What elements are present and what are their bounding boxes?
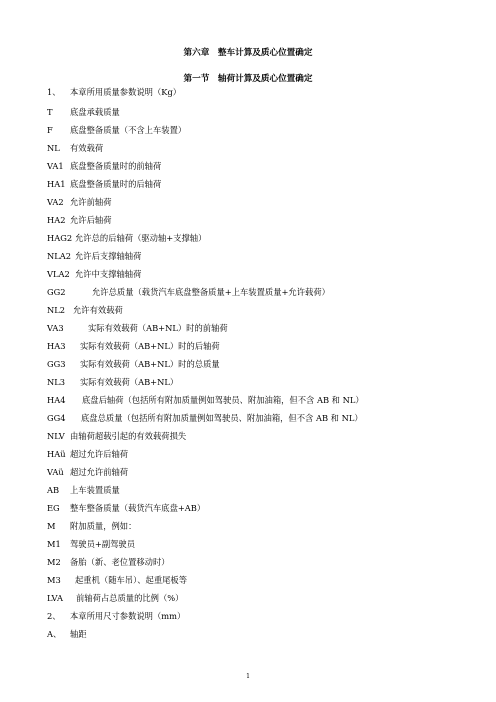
parameter-symbol: A、 <box>47 629 62 639</box>
parameter-symbol: LVA <box>47 593 63 603</box>
parameter-symbol: 1、 <box>47 87 61 97</box>
parameter-description: 起重机（随车吊）、起重尾板等 <box>75 575 188 585</box>
parameter-symbol: NL2 <box>47 305 66 315</box>
parameter-description: 附加质量，例如： <box>70 521 137 531</box>
parameter-description: 前轴荷占总质量的比例（%） <box>76 593 184 603</box>
parameter-description: 允许总质量（载货汽车底盘整备质量+上车装置质量+允许载荷） <box>92 287 330 297</box>
parameter-symbol: NLA2 <box>47 251 72 261</box>
parameter-symbol: HA3 <box>47 341 66 351</box>
parameter-symbol: VA1 <box>47 161 64 171</box>
parameter-symbol: HAG2 <box>47 233 73 243</box>
parameter-symbol: F <box>47 125 53 135</box>
chapter-title: 第六章 整车计算及质心位置确定 <box>183 48 313 58</box>
parameter-description: 驾驶员+副驾驶员 <box>70 539 136 549</box>
parameter-symbol: AB <box>47 485 60 495</box>
parameter-description: 允许总的后轴荷（驱动轴+支撑轴） <box>75 233 207 243</box>
parameter-description: 允许后支撑轴轴荷 <box>75 251 142 261</box>
parameter-description: 由轴荷超载引起的有效载荷损失 <box>70 431 187 441</box>
parameter-description: 轴距 <box>70 629 87 639</box>
parameter-description: 超过允许后轴荷 <box>70 449 129 459</box>
parameter-description: 底盘整备质量（不含上车装置） <box>70 125 187 135</box>
parameter-symbol: HA4 <box>47 395 66 405</box>
parameter-description: 本章所用尺寸参数说明（mm） <box>70 611 186 621</box>
parameter-description: 允许中支撑轴轴荷 <box>75 269 142 279</box>
parameter-symbol: VLA2 <box>47 269 70 279</box>
parameter-description: 底盘整备质量时的前轴荷 <box>70 161 162 171</box>
parameter-description: 备胎（新、老位置移动时） <box>70 557 170 567</box>
parameter-description: 有效载荷 <box>70 143 104 153</box>
parameter-description: 超过允许前轴荷 <box>70 467 129 477</box>
parameter-symbol: M2 <box>47 557 61 567</box>
parameter-symbol: VA3 <box>47 323 64 333</box>
parameter-symbol: HA2 <box>47 215 66 225</box>
parameter-symbol: GG3 <box>47 359 66 369</box>
section-title: 第一节 轴荷计算及质心位置确定 <box>183 74 313 84</box>
parameter-symbol: 2、 <box>47 611 61 621</box>
parameter-description: 实际有效载荷（AB+NL） <box>80 377 179 387</box>
parameter-symbol: T <box>47 107 53 117</box>
parameter-description: 允许前轴荷 <box>70 197 112 207</box>
parameter-symbol: NL3 <box>47 377 66 387</box>
parameter-symbol: M3 <box>47 575 61 585</box>
parameter-description: 底盘承载质量 <box>70 107 120 117</box>
parameter-symbol: GG4 <box>47 413 66 423</box>
parameter-symbol: HAü <box>47 449 66 459</box>
parameter-symbol: NLV <box>47 431 65 441</box>
parameter-symbol: EG <box>47 503 60 513</box>
parameter-description: 上车装置质量 <box>70 485 120 495</box>
parameter-description: 允许后轴荷 <box>70 215 112 225</box>
parameter-description: 实际有效载荷（AB+NL）时的后轴荷 <box>80 341 220 351</box>
parameter-description: 本章所用质量参数说明（Kg） <box>70 87 182 97</box>
parameter-description: 底盘后轴荷（包括所有附加质量例如驾驶员、附加油箱，但不含 AB 和 NL） <box>82 395 364 405</box>
parameter-symbol: VAü <box>47 467 64 477</box>
parameter-description: 整车整备质量（载货汽车底盘+AB） <box>70 503 206 513</box>
parameter-symbol: VA2 <box>47 197 64 207</box>
parameter-description: 底盘总质量（包括所有附加质量例如驾驶员、附加油箱，但不含 AB 和 NL） <box>81 413 363 423</box>
parameter-description: 底盘整备质量时的后轴荷 <box>70 179 162 189</box>
parameter-symbol: M1 <box>47 539 61 549</box>
parameter-description: 实际有效载荷（AB+NL）时的总质量 <box>80 359 220 369</box>
parameter-symbol: GG2 <box>47 287 66 297</box>
parameter-symbol: HA1 <box>47 179 66 189</box>
parameter-symbol: NL <box>47 143 60 153</box>
parameter-description: 实际有效载荷（AB+NL）时的前轴荷 <box>88 323 228 333</box>
parameter-symbol: M <box>47 521 56 531</box>
parameter-description: 允许有效载荷 <box>73 305 123 315</box>
page-number: 1 <box>246 673 250 680</box>
